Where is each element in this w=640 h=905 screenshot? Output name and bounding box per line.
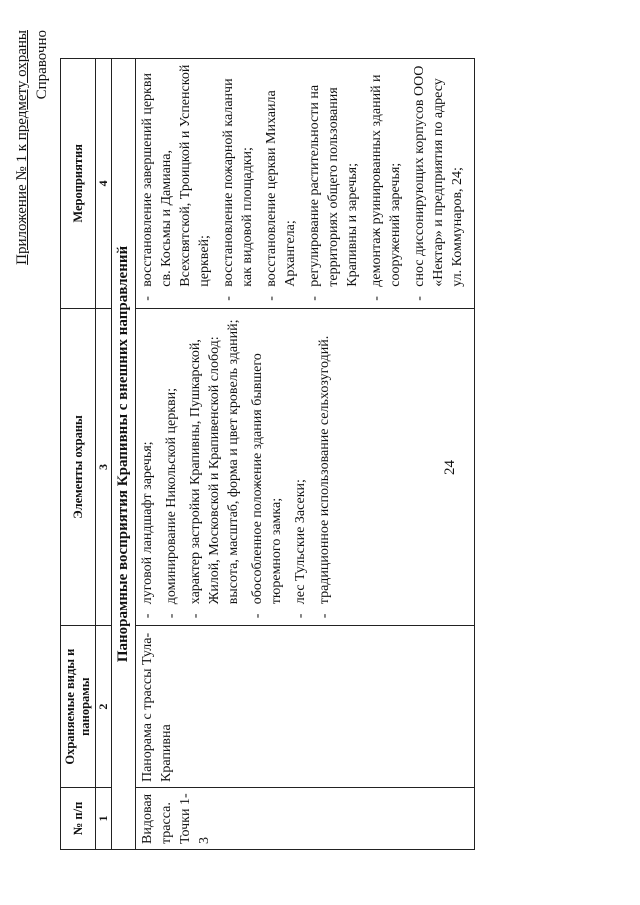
table-row xyxy=(136,59,475,850)
page-number: 24 xyxy=(442,460,458,475)
list-item: - восстановление церкви Михаила Архангела; xyxy=(262,64,300,303)
section-title: Панорамные восприятия Крапивны с внешних направлений xyxy=(112,59,136,850)
row-elements xyxy=(136,308,475,626)
list-item: - обособленное положение здания бывшего тюремного замка; xyxy=(248,314,286,621)
column-number-row xyxy=(96,59,112,850)
col-number-1: 1 xyxy=(96,788,112,850)
col-header-views: Охраняемые виды и панорамы xyxy=(61,626,96,788)
list-item: - снос диссонирующих корпусов ООО «Нектар» и предприятия по адресу ул. Коммунаров, 24; xyxy=(410,64,467,303)
col-header-number: № п/п xyxy=(61,788,96,850)
row-measures xyxy=(136,59,475,309)
appendix-subtitle: Справочно xyxy=(34,30,50,100)
col-number-4: 4 xyxy=(96,59,112,309)
measures-list xyxy=(138,64,467,303)
header-row xyxy=(61,59,96,850)
col-header-measures: Мероприятия xyxy=(61,59,96,309)
row-id: Видовая трасса. Точки 1-3 xyxy=(136,788,475,850)
protection-table xyxy=(60,58,475,850)
row-view: Панорама с трассы Тула-Крапивна xyxy=(136,626,475,788)
section-row xyxy=(112,59,136,850)
appendix-title: Приложение № 1 к предмету охраны xyxy=(14,30,30,265)
list-item: - традиционное использование сельхозугодий. xyxy=(315,314,334,621)
list-item: - регулирование растительности на территориях общего пользования Крапивны и заречья; xyxy=(305,64,362,303)
list-item: - демонтаж руинированных зданий и сооружений заречья; xyxy=(367,64,405,303)
appendix-header xyxy=(12,30,52,265)
list-item: - луговой ландшафт заречья; xyxy=(138,314,157,621)
elements-list xyxy=(138,314,334,621)
list-item: - характер застройки Крапивны, Пушкарской, Жилой, Московской и Крапивенской слобод: высота, масштаб, форма и цвет кровель зданий; xyxy=(186,314,243,621)
list-item: - восстановление завершений церкви св. Косьмы и Дамиана, Всехсвятской, Троицкой и Успенской церквей; xyxy=(138,64,214,303)
col-number-3: 3 xyxy=(96,308,112,626)
col-number-2: 2 xyxy=(96,626,112,788)
col-header-elements: Элементы охраны xyxy=(61,308,96,626)
list-item: - лес Тульские Засеки; xyxy=(291,314,310,621)
list-item: - доминирование Никольской церкви; xyxy=(162,314,181,621)
list-item: - восстановление пожарной каланчи как видовой площадки; xyxy=(219,64,257,303)
